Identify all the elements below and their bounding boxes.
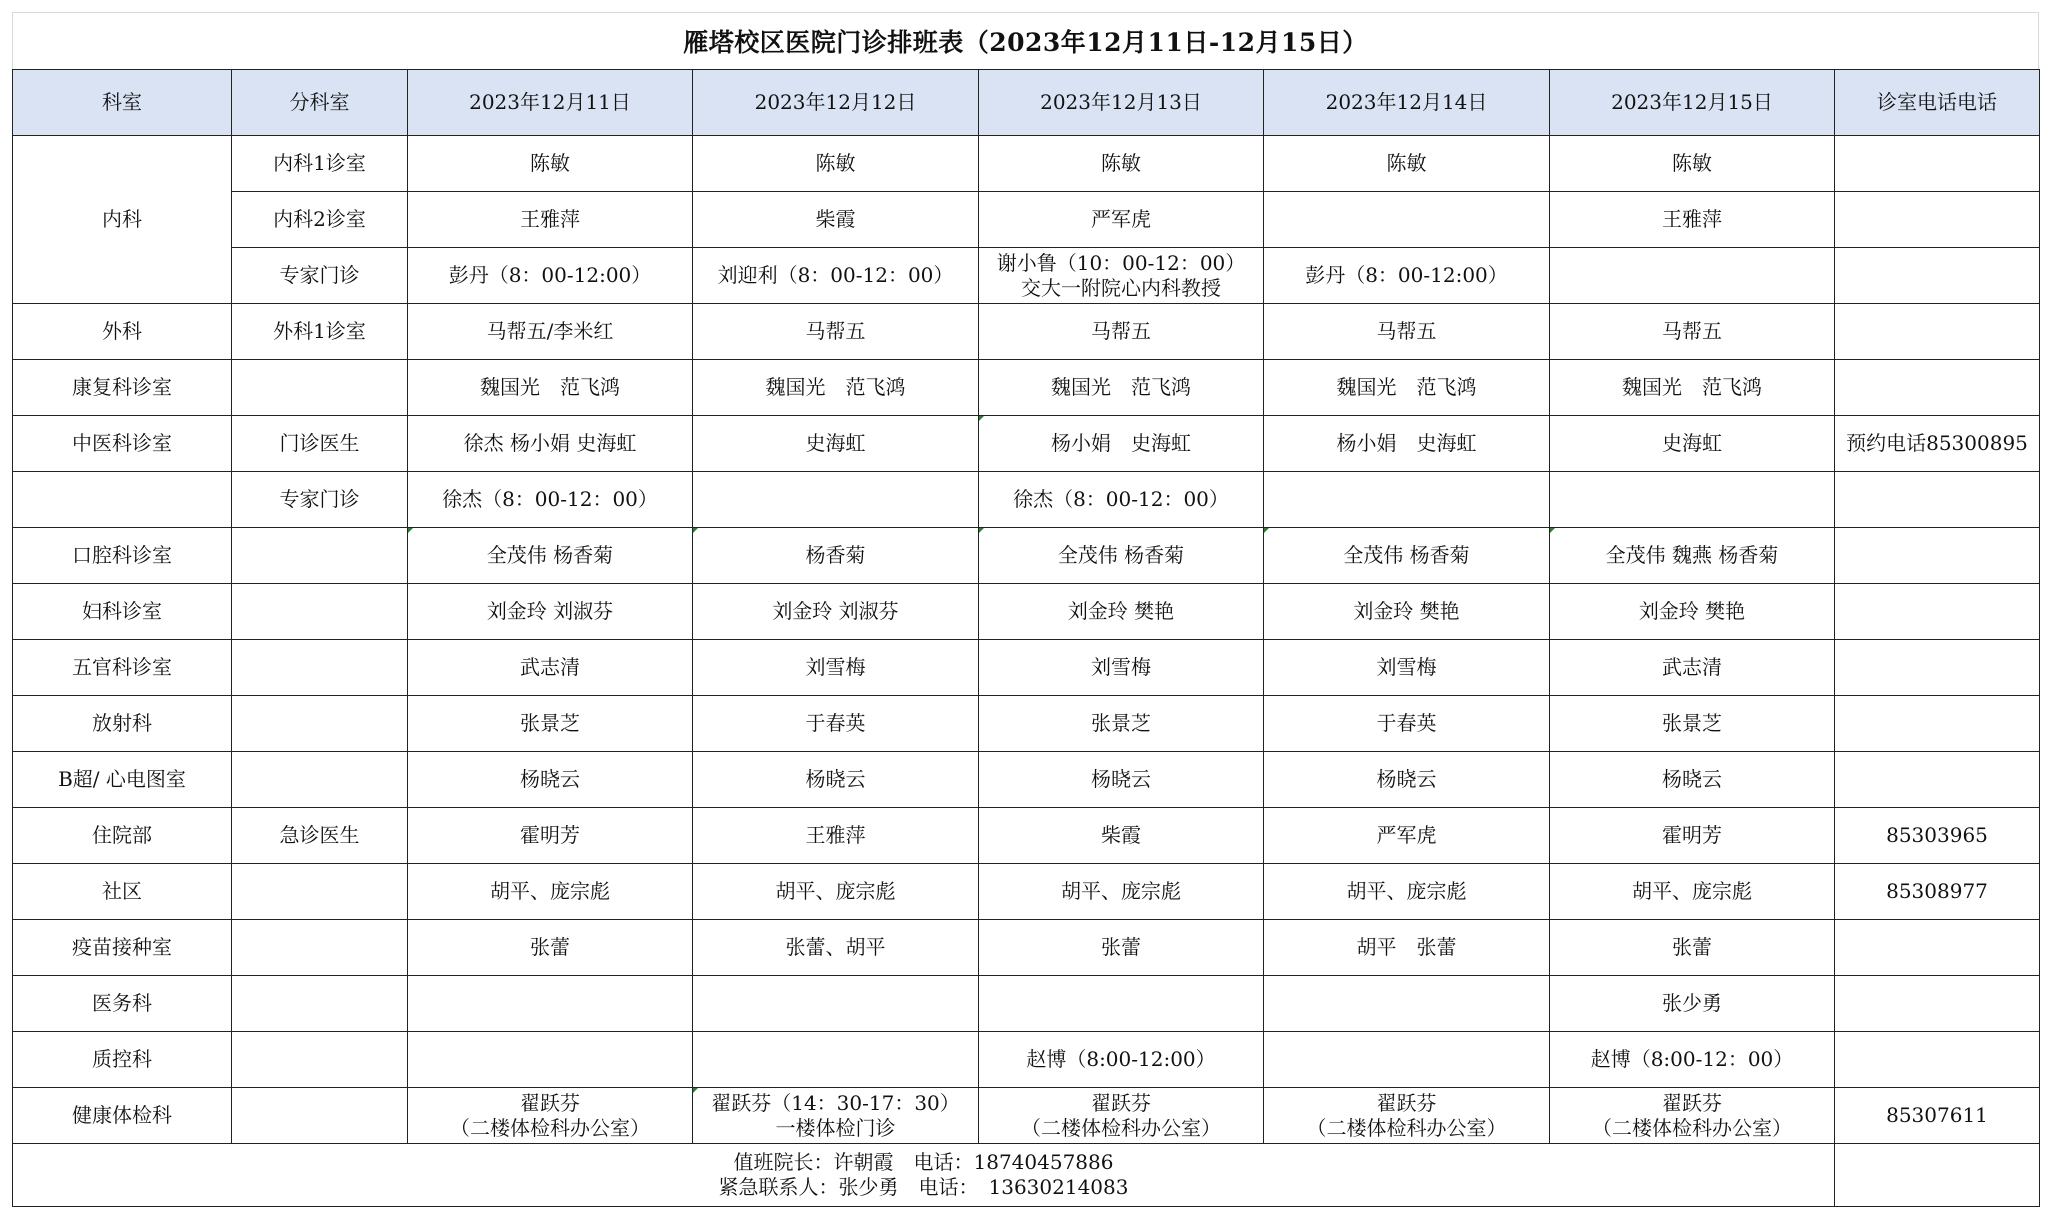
cell-line: 一楼体检门诊 — [775, 1115, 896, 1140]
table-row — [13, 472, 2040, 528]
table-row — [13, 752, 2040, 808]
subdept-empty — [232, 528, 408, 584]
cell: 徐杰（8：00-12：00） — [979, 472, 1264, 528]
dept-empty — [13, 472, 232, 528]
dept-zhuyuan: 住院部 — [13, 808, 232, 864]
cell: 陈敏 — [1264, 136, 1550, 192]
cell: 刘金玲 刘淑芬 — [408, 584, 693, 640]
cell: 马帮五 — [1550, 304, 1835, 360]
cell — [1264, 1032, 1550, 1088]
table-row — [13, 976, 2040, 1032]
cell: 张蕾、胡平 — [693, 920, 979, 976]
cell: 王雅萍 — [1550, 192, 1835, 248]
schedule-sheet — [12, 12, 2042, 1222]
schedule-table — [12, 69, 2040, 1207]
cell — [979, 248, 1264, 304]
cell: 武志清 — [408, 640, 693, 696]
dept-waike: 外科 — [13, 304, 232, 360]
cell: 严军虎 — [979, 192, 1264, 248]
footer-row — [13, 1144, 2040, 1207]
cell: 胡平、庞宗彪 — [408, 864, 693, 920]
cell-line: 翟跃芬 — [1662, 1090, 1722, 1115]
phone-cell — [1835, 472, 2040, 528]
table-row — [13, 696, 2040, 752]
phone-cell — [1835, 136, 2040, 192]
cell-line: 翟跃芬 — [520, 1090, 580, 1115]
phone-cell — [1835, 640, 2040, 696]
subdept-neike2: 内科2诊室 — [232, 192, 408, 248]
cell: 张蕾 — [979, 920, 1264, 976]
cell: 全茂伟 杨香菊 — [979, 528, 1264, 584]
cell: 杨晓云 — [693, 752, 979, 808]
dept-fuke: 妇科诊室 — [13, 584, 232, 640]
cell — [1264, 472, 1550, 528]
cell: 魏国光 范飞鸿 — [1264, 360, 1550, 416]
cell: 陈敏 — [979, 136, 1264, 192]
dept-neike: 内科 — [13, 136, 232, 304]
cell — [408, 976, 693, 1032]
table-row — [13, 808, 2040, 864]
cell: 霍明芳 — [1550, 808, 1835, 864]
phone-cell: 85303965 — [1835, 808, 2040, 864]
cell: 刘金玲 樊艳 — [979, 584, 1264, 640]
cell — [979, 976, 1264, 1032]
cell-line: （二楼体检科办公室） — [1592, 1115, 1792, 1140]
cell: 于春英 — [693, 696, 979, 752]
cell: 张蕾 — [1550, 920, 1835, 976]
cell: 魏国光 范飞鸿 — [693, 360, 979, 416]
cell — [693, 472, 979, 528]
header-dept: 科室 — [13, 70, 232, 136]
subdept-zhuanjia2: 专家门诊 — [232, 472, 408, 528]
dept-shequ: 社区 — [13, 864, 232, 920]
phone-cell — [1835, 696, 2040, 752]
table-row — [13, 248, 2040, 304]
page-title: 雁塔校区医院门诊排班表（2023年12月11日-12月15日） — [683, 28, 1368, 57]
header-date-1212: 2023年12月12日 — [693, 70, 979, 136]
table-row — [13, 920, 2040, 976]
subdept-zhuanjia: 专家门诊 — [232, 248, 408, 304]
cell: 王雅萍 — [693, 808, 979, 864]
cell: 柴霞 — [979, 808, 1264, 864]
table-row — [13, 864, 2040, 920]
cell — [1550, 248, 1835, 304]
cell: 杨小娟 史海虹 — [1264, 416, 1550, 472]
cell: 张景芝 — [408, 696, 693, 752]
dept-zhongyi: 中医科诊室 — [13, 416, 232, 472]
subdept-empty — [232, 976, 408, 1032]
cell: 刘雪梅 — [1264, 640, 1550, 696]
phone-cell — [1835, 360, 2040, 416]
cell: 胡平、庞宗彪 — [693, 864, 979, 920]
header-phone: 诊室电话电话 — [1835, 70, 2040, 136]
cell: 武志清 — [1550, 640, 1835, 696]
cell: 刘金玲 樊艳 — [1264, 584, 1550, 640]
cell: 霍明芳 — [408, 808, 693, 864]
cell: 张蕾 — [408, 920, 693, 976]
cell: 马帮五/李米红 — [408, 304, 693, 360]
cell: 刘雪梅 — [693, 640, 979, 696]
cell: 张景芝 — [979, 696, 1264, 752]
subdept-empty — [232, 1088, 408, 1144]
cell: 徐杰 杨小娟 史海虹 — [408, 416, 693, 472]
cell — [1264, 1088, 1550, 1144]
subdept-menzhen: 门诊医生 — [232, 416, 408, 472]
phone-cell — [1835, 976, 2040, 1032]
cell: 王雅萍 — [408, 192, 693, 248]
phone-cell — [1835, 584, 2040, 640]
cell: 魏国光 范飞鸿 — [979, 360, 1264, 416]
cell: 张少勇 — [1550, 976, 1835, 1032]
cell: 刘金玲 刘淑芬 — [693, 584, 979, 640]
header-date-1213: 2023年12月13日 — [979, 70, 1264, 136]
subdept-empty — [232, 360, 408, 416]
table-row — [13, 136, 2040, 192]
cell: 胡平 张蕾 — [1264, 920, 1550, 976]
cell: 柴霞 — [693, 192, 979, 248]
cell: 赵博（8:00-12:00） — [979, 1032, 1264, 1088]
subdept-jizhen: 急诊医生 — [232, 808, 408, 864]
header-row — [13, 70, 2040, 136]
cell-line: 交大一附院心内科教授 — [1021, 275, 1221, 300]
title-bar — [12, 12, 2039, 69]
cell: 严军虎 — [1264, 808, 1550, 864]
dept-zhikong: 质控科 — [13, 1032, 232, 1088]
cell: 全茂伟 杨香菊 — [408, 528, 693, 584]
cell: 刘迎利（8：00-12：00） — [693, 248, 979, 304]
table-row — [13, 192, 2040, 248]
table-row — [13, 304, 2040, 360]
dept-bchao: B超/ 心电图室 — [13, 752, 232, 808]
cell-line: 翟跃芬（14：30-17：30） — [711, 1090, 960, 1115]
subdept-empty — [232, 752, 408, 808]
subdept-empty — [232, 864, 408, 920]
cell: 全茂伟 杨香菊 — [1264, 528, 1550, 584]
cell: 张景芝 — [1550, 696, 1835, 752]
cell: 胡平、庞宗彪 — [979, 864, 1264, 920]
cell: 刘雪梅 — [979, 640, 1264, 696]
subdept-empty — [232, 920, 408, 976]
phone-cell: 85308977 — [1835, 864, 2040, 920]
cell: 赵博（8:00-12：00） — [1550, 1032, 1835, 1088]
table-row — [13, 416, 2040, 472]
phone-cell — [1835, 248, 2040, 304]
phone-cell — [1835, 1032, 2040, 1088]
cell: 于春英 — [1264, 696, 1550, 752]
cell: 刘金玲 樊艳 — [1550, 584, 1835, 640]
cell: 杨香菊 — [693, 528, 979, 584]
cell: 马帮五 — [979, 304, 1264, 360]
cell: 彭丹（8：00-12:00） — [1264, 248, 1550, 304]
subdept-waike1: 外科1诊室 — [232, 304, 408, 360]
dept-yiwu: 医务科 — [13, 976, 232, 1032]
cell: 魏国光 范飞鸿 — [1550, 360, 1835, 416]
table-row — [13, 528, 2040, 584]
cell — [1264, 192, 1550, 248]
table-row — [13, 640, 2040, 696]
cell: 胡平、庞宗彪 — [1550, 864, 1835, 920]
cell: 彭丹（8：00-12:00） — [408, 248, 693, 304]
phone-cell: 85307611 — [1835, 1088, 2040, 1144]
header-date-1215: 2023年12月15日 — [1550, 70, 1835, 136]
dept-yimiao: 疫苗接种室 — [13, 920, 232, 976]
cell: 徐杰（8：00-12：00） — [408, 472, 693, 528]
subdept-empty — [232, 584, 408, 640]
dept-fangshe: 放射科 — [13, 696, 232, 752]
dept-wuguan: 五官科诊室 — [13, 640, 232, 696]
cell — [408, 1032, 693, 1088]
cell: 杨晓云 — [1550, 752, 1835, 808]
cell: 杨小娟 史海虹 — [979, 416, 1264, 472]
cell: 杨晓云 — [979, 752, 1264, 808]
phone-cell — [1835, 192, 2040, 248]
duty-director-line: 值班院长：许朝霞 电话：18740457886 — [733, 1150, 1114, 1174]
phone-cell — [1835, 1144, 2040, 1207]
subdept-neike1: 内科1诊室 — [232, 136, 408, 192]
cell-line: 翟跃芬 — [1376, 1090, 1437, 1115]
cell: 全茂伟 魏燕 杨香菊 — [1550, 528, 1835, 584]
header-subdept: 分科室 — [232, 70, 408, 136]
cell — [1550, 1088, 1835, 1144]
table-row — [13, 1032, 2040, 1088]
cell: 魏国光 范飞鸿 — [408, 360, 693, 416]
cell — [979, 1088, 1264, 1144]
cell: 胡平、庞宗彪 — [1264, 864, 1550, 920]
subdept-empty — [232, 696, 408, 752]
cell: 史海虹 — [693, 416, 979, 472]
table-row — [13, 584, 2040, 640]
dept-kouqiang: 口腔科诊室 — [13, 528, 232, 584]
emergency-contact-line: 紧急联系人：张少勇 电话： 13630214083 — [718, 1175, 1129, 1199]
cell: 史海虹 — [1550, 416, 1835, 472]
header-date-1214: 2023年12月14日 — [1264, 70, 1550, 136]
cell — [693, 1088, 979, 1144]
subdept-empty — [232, 1032, 408, 1088]
cell — [1264, 976, 1550, 1032]
cell — [693, 1032, 979, 1088]
cell-line: 翟跃芬 — [1091, 1090, 1151, 1115]
cell-line: （二楼体检科办公室） — [1306, 1115, 1507, 1140]
cell: 杨晓云 — [408, 752, 693, 808]
cell-line: 谢小鲁（10：00-12：00） — [996, 250, 1246, 275]
phone-cell — [1835, 752, 2040, 808]
dept-kangfu: 康复科诊室 — [13, 360, 232, 416]
phone-cell: 预约电话85300895 — [1835, 416, 2040, 472]
phone-cell — [1835, 304, 2040, 360]
table-row — [13, 1088, 2040, 1144]
cell — [693, 976, 979, 1032]
cell: 陈敏 — [1550, 136, 1835, 192]
footer-contacts — [13, 1144, 1835, 1207]
table-row — [13, 360, 2040, 416]
phone-cell — [1835, 920, 2040, 976]
cell — [1550, 472, 1835, 528]
cell-line: （二楼体检科办公室） — [450, 1115, 650, 1140]
cell — [408, 1088, 693, 1144]
cell: 马帮五 — [693, 304, 979, 360]
phone-cell — [1835, 528, 2040, 584]
subdept-empty — [232, 640, 408, 696]
dept-tijian: 健康体检科 — [13, 1088, 232, 1144]
cell: 陈敏 — [693, 136, 979, 192]
cell: 杨晓云 — [1264, 752, 1550, 808]
cell: 陈敏 — [408, 136, 693, 192]
header-date-1211: 2023年12月11日 — [408, 70, 693, 136]
cell-line: （二楼体检科办公室） — [1021, 1115, 1221, 1140]
cell: 马帮五 — [1264, 304, 1550, 360]
